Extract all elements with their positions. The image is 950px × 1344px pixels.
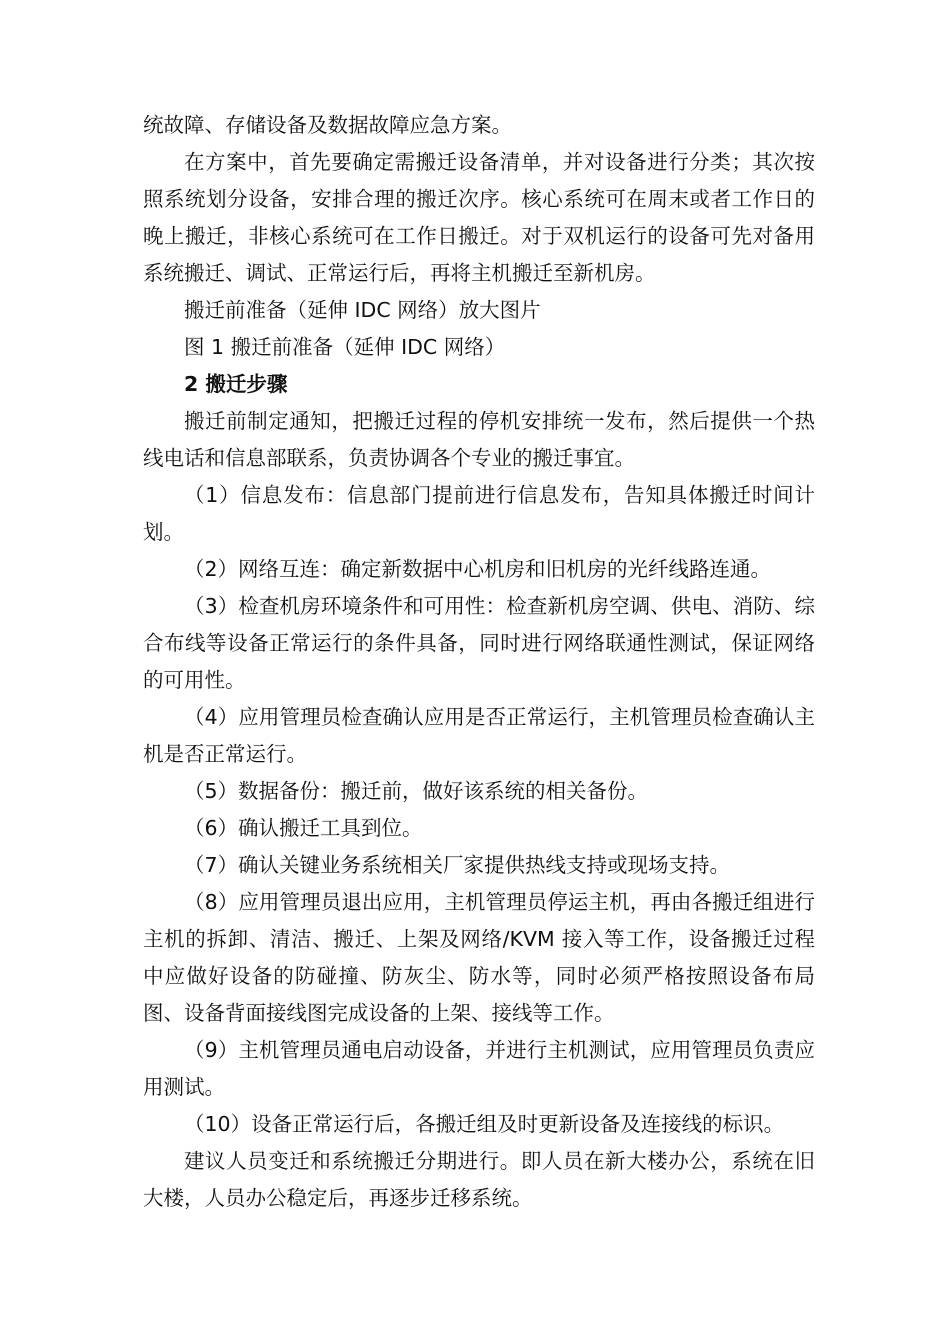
step-6: （6）确认搬迁工具到位。 — [184, 816, 423, 840]
paragraph-recommendation: 建议人员变迁和系统搬迁分期进行。即人员在新大楼办公，系统在旧大楼，人员办公稳定后，再逐步迁移系统。 — [143, 1149, 815, 1210]
step-9: （9）主机管理员通电启动设备，并进行主机测试，应用管理员负责应用测试。 — [143, 1038, 815, 1099]
step-8: （8）应用管理员退出应用，主机管理员停运主机，再由各搬迁组进行主机的拆卸、清洁、搬迁、上架及网络/KVM 接入等工作，设备搬迁过程中应做好设备的防碰撞、防灰尘、防水等，同时必须严格按照设备布局图、设备背面接线图完成设备的上架、接线等工作。 — [143, 890, 815, 1025]
step-4: （4）应用管理员检查确认应用是否正常运行，主机管理员检查确认主机是否正常运行。 — [143, 705, 815, 766]
paragraph-notice: 搬迁前制定通知，把搬迁过程的停机安排统一发布，然后提供一个热线电话和信息部联系，负责协调各个专业的搬迁事宜。 — [143, 409, 815, 470]
document-body — [143, 107, 815, 1217]
paragraph-plan: 在方案中，首先要确定需搬迁设备清单，并对设备进行分类；其次按照系统划分设备，安排合理的搬迁次序。核心系统可在周末或者工作日的晚上搬迁，非核心系统可在工作日搬迁。对于双机运行的设备可先对备用系统搬迁、调试、正常运行后，再将主机搬迁至新机房。 — [143, 150, 815, 285]
image-placeholder-text: 搬迁前准备（延伸 IDC 网络）放大图片 — [184, 298, 541, 322]
step-3: （3）检查机房环境条件和可用性：检查新机房空调、供电、消防、综合布线等设备正常运行的条件具备，同时进行网络联通性测试，保证网络的可用性。 — [143, 594, 815, 692]
step-1: （1）信息发布：信息部门提前进行信息发布，告知具体搬迁时间计划。 — [143, 483, 815, 544]
step-7: （7）确认关键业务系统相关厂家提供热线支持或现场支持。 — [184, 853, 731, 877]
step-2: （2）网络互连：确定新数据中心机房和旧机房的光纤线路连通。 — [184, 557, 772, 581]
step-5: （5）数据备份：搬迁前，做好该系统的相关备份。 — [184, 779, 649, 803]
figure-caption: 图 1 搬迁前准备（延伸 IDC 网络） — [184, 335, 506, 359]
paragraph-continuation: 统故障、存储设备及数据故障应急方案。 — [143, 113, 512, 137]
step-10: （10）设备正常运行后，各搬迁组及时更新设备及连接线的标识。 — [184, 1112, 785, 1136]
section-heading: 2 搬迁步骤 — [184, 372, 288, 396]
